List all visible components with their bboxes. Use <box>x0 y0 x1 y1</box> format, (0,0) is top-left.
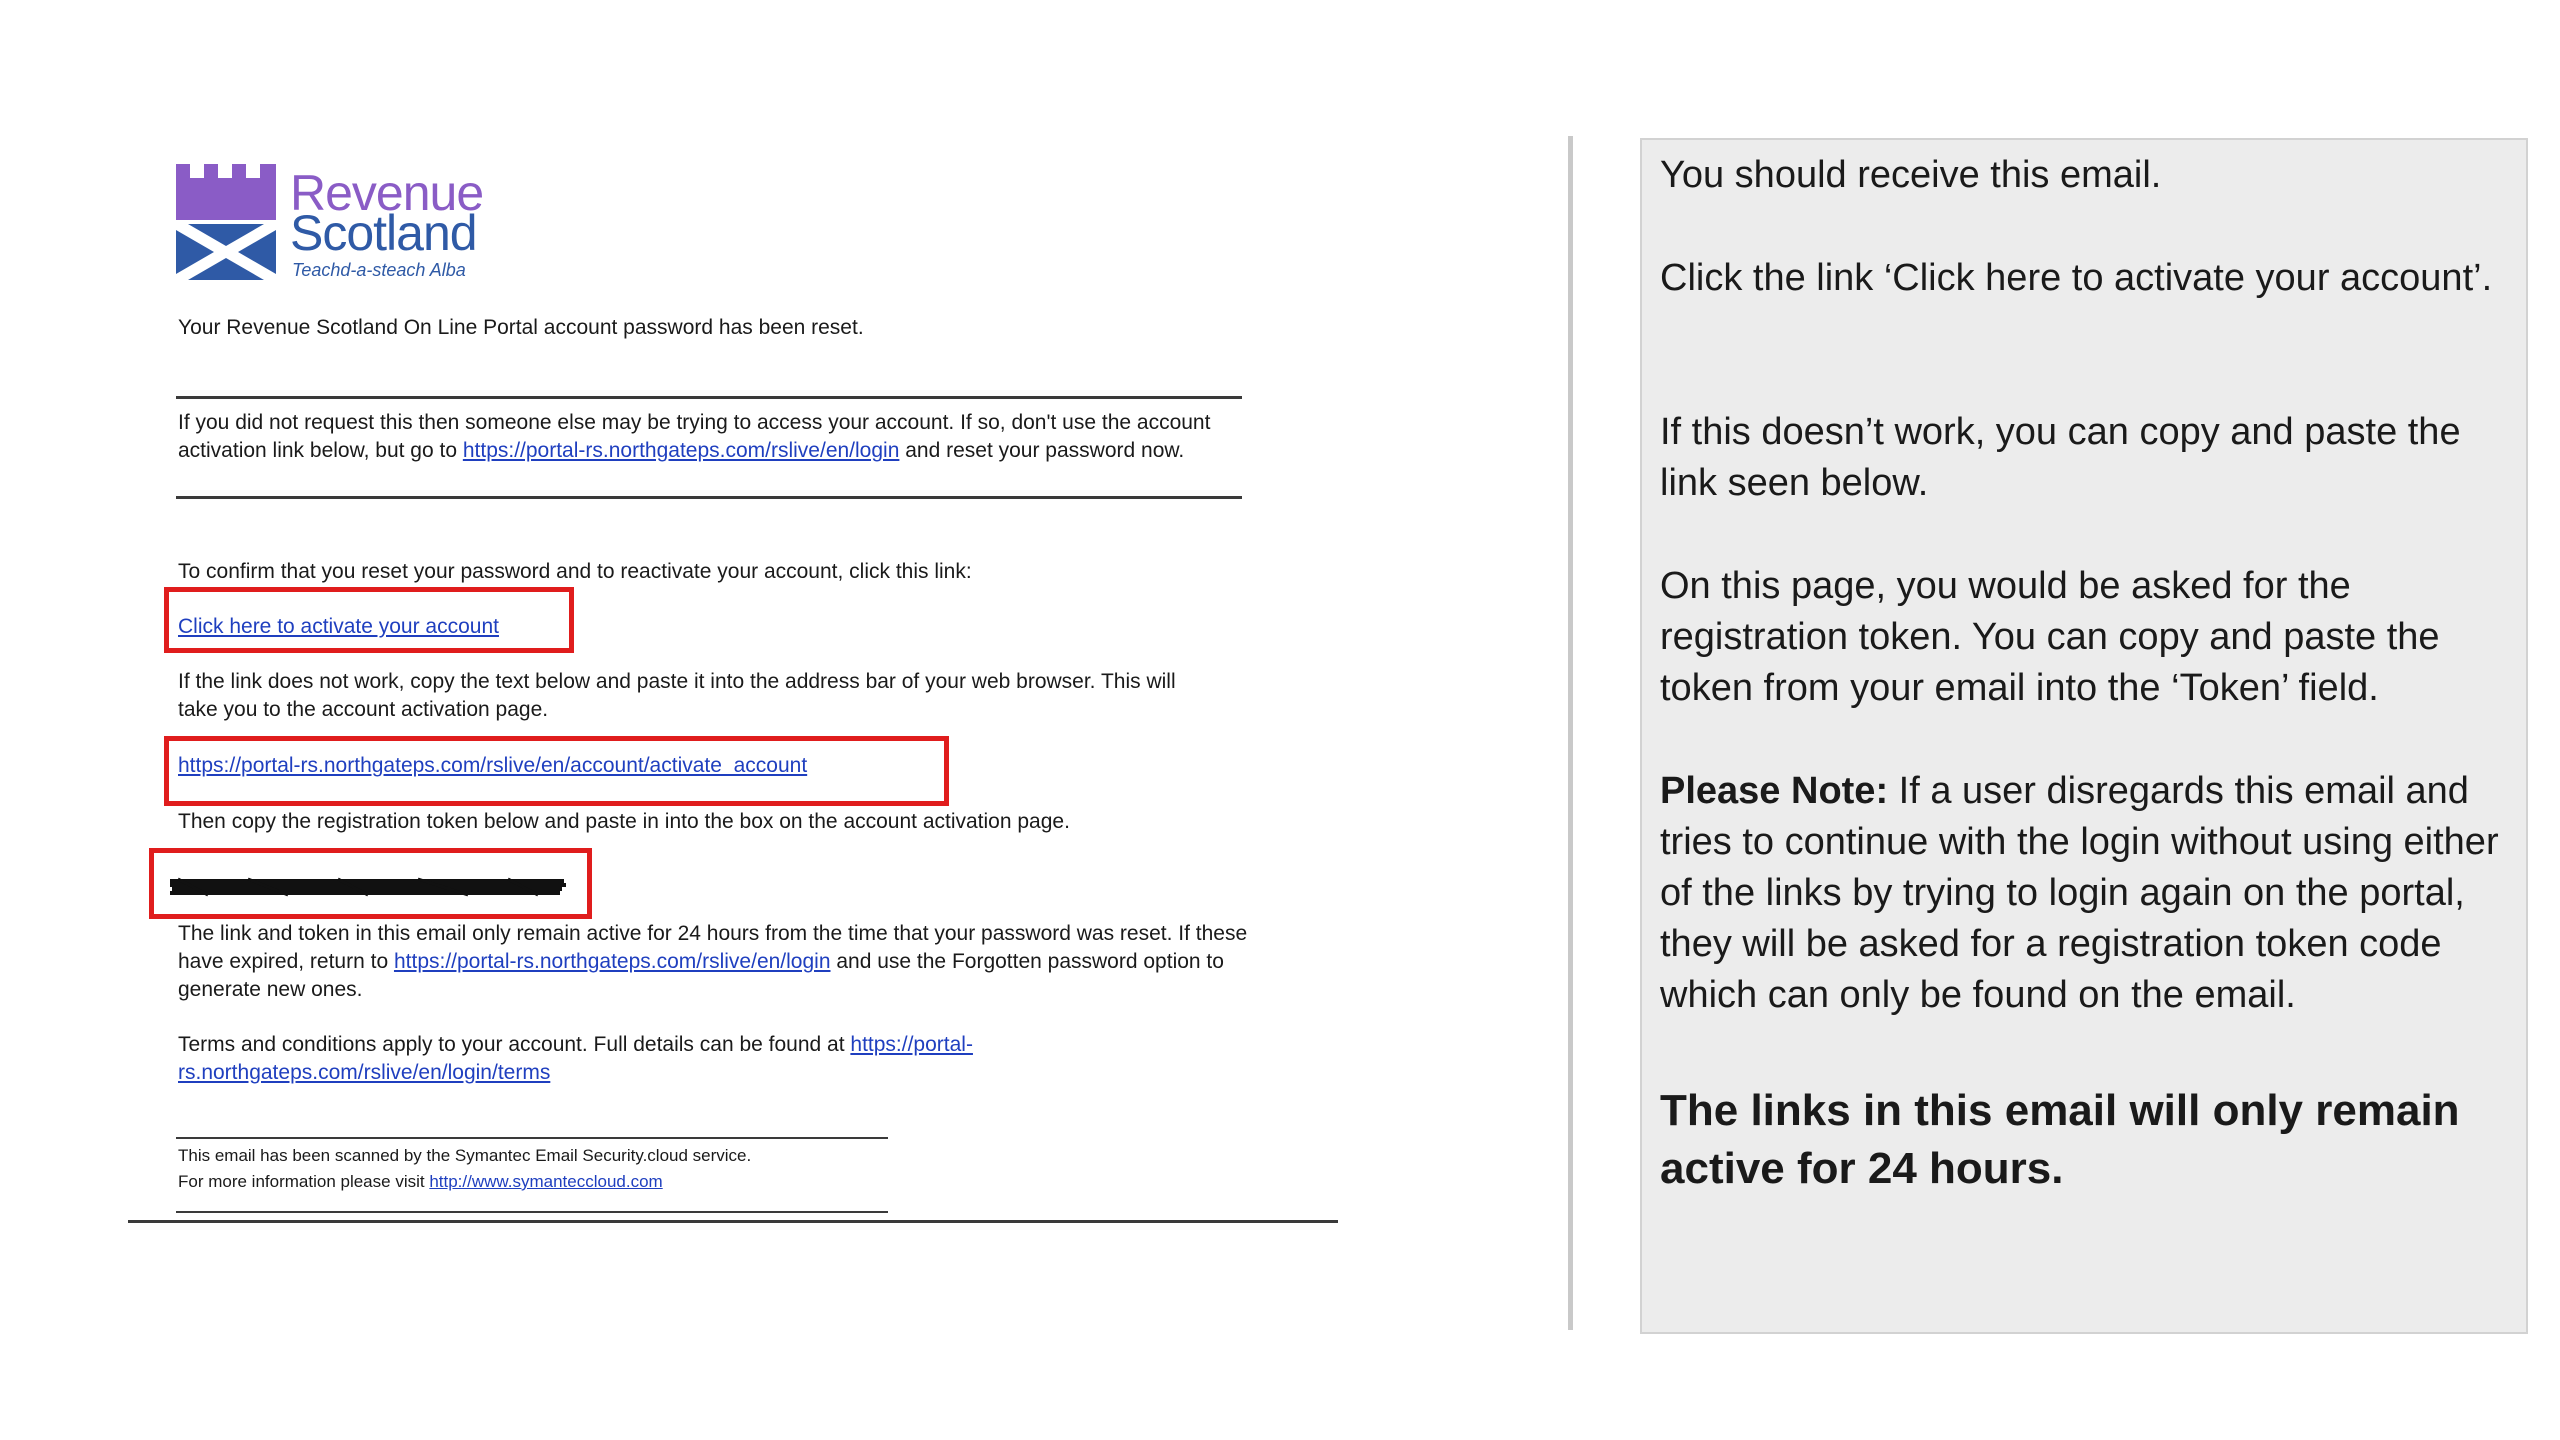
email-fallback: If the link does not work, copy the text below and paste it into the address bar of your web browser. This will take you to the account activation page. <box>178 670 1176 721</box>
email-expiry <box>178 920 1248 1004</box>
email-confirm: To confirm that you reset your password and to reactivate your account, click this link: <box>178 560 972 583</box>
email-copy-token: Then copy the registration token below and paste in into the box on the account activation page. <box>178 810 1070 833</box>
symantec-link[interactable]: http://www.symanteccloud.com <box>429 1172 663 1191</box>
login-link-2[interactable]: https://portal-rs.northgateps.com/rslive/en/login <box>393 950 831 973</box>
scan-notice-line2 <box>178 1169 978 1194</box>
instruction-token: On this page, you would be asked for the registration token. You can copy and paste the token from your email into the ‘Token’ field. <box>1660 565 2440 709</box>
scan-notice-line1: This email has been scanned by the Symantec Email Security.cloud service. <box>178 1146 752 1165</box>
email-screenshot <box>0 0 1400 1300</box>
email-intro: Your Revenue Scotland On Line Portal account password has been reset. <box>178 316 864 339</box>
divider <box>176 1211 888 1213</box>
instruction-expiry-warning: The links in this email will only remain active for 24 hours. <box>1660 1086 2460 1193</box>
terms-link[interactable]: https://portal-rs.northgateps.com/rslive/en/login/terms <box>178 1033 973 1084</box>
activation-url-link[interactable]: https://portal-rs.northgateps.com/rslive/en/account/activate_account <box>178 754 808 777</box>
expiry-text: The link and token in this email only remain active for 24 hours from the time that your password was reset. If these have expired, return to <box>178 922 1248 973</box>
logo-text-scotland: Scotland <box>290 205 477 261</box>
warning-text: If you did not request this then someone else may be trying to access your account. If so, don't use the account activation link below, but go to <box>178 411 1211 462</box>
divider <box>176 496 1242 499</box>
scan-prefix: For more information please visit <box>178 1172 430 1191</box>
divider <box>176 396 1242 399</box>
vertical-divider <box>1568 136 1573 1330</box>
instruction-click-link: Click the link ‘Click here to activate your account’. <box>1660 257 2493 299</box>
login-link[interactable]: https://portal-rs.northgateps.com/rslive/en/login <box>462 439 900 462</box>
redacted-token-icon <box>168 875 568 899</box>
instruction-receive-email: You should receive this email. <box>1660 154 2162 196</box>
warning-text-end: and reset your password now. <box>899 439 1185 462</box>
instruction-copy-link: If this doesn’t work, you can copy and paste the link seen below. <box>1660 411 2461 504</box>
divider <box>176 1137 888 1139</box>
logo-tagline: Teachd-a-steach Alba <box>292 260 466 280</box>
please-note-label: Please Note: <box>1660 770 1889 812</box>
activate-account-link[interactable]: Click here to activate your account <box>178 615 499 638</box>
email-bottom-border <box>128 1220 1338 1223</box>
terms-text: Terms and conditions apply to your account. Full details can be found at <box>178 1033 851 1056</box>
email-warning <box>178 409 1238 465</box>
expiry-text-end: and use the Forgotten password option to generate new ones. <box>178 950 1224 1001</box>
email-terms <box>178 1031 1138 1087</box>
logo-text-revenue: Revenue <box>290 165 484 221</box>
instruction-please-note <box>1660 766 2510 1021</box>
please-note-text: If a user disregards this email and tries to continue with the login without using either of the links by trying to login again on the portal, they will be asked for a registration token code which can only be found on the email. <box>1660 770 2499 1016</box>
